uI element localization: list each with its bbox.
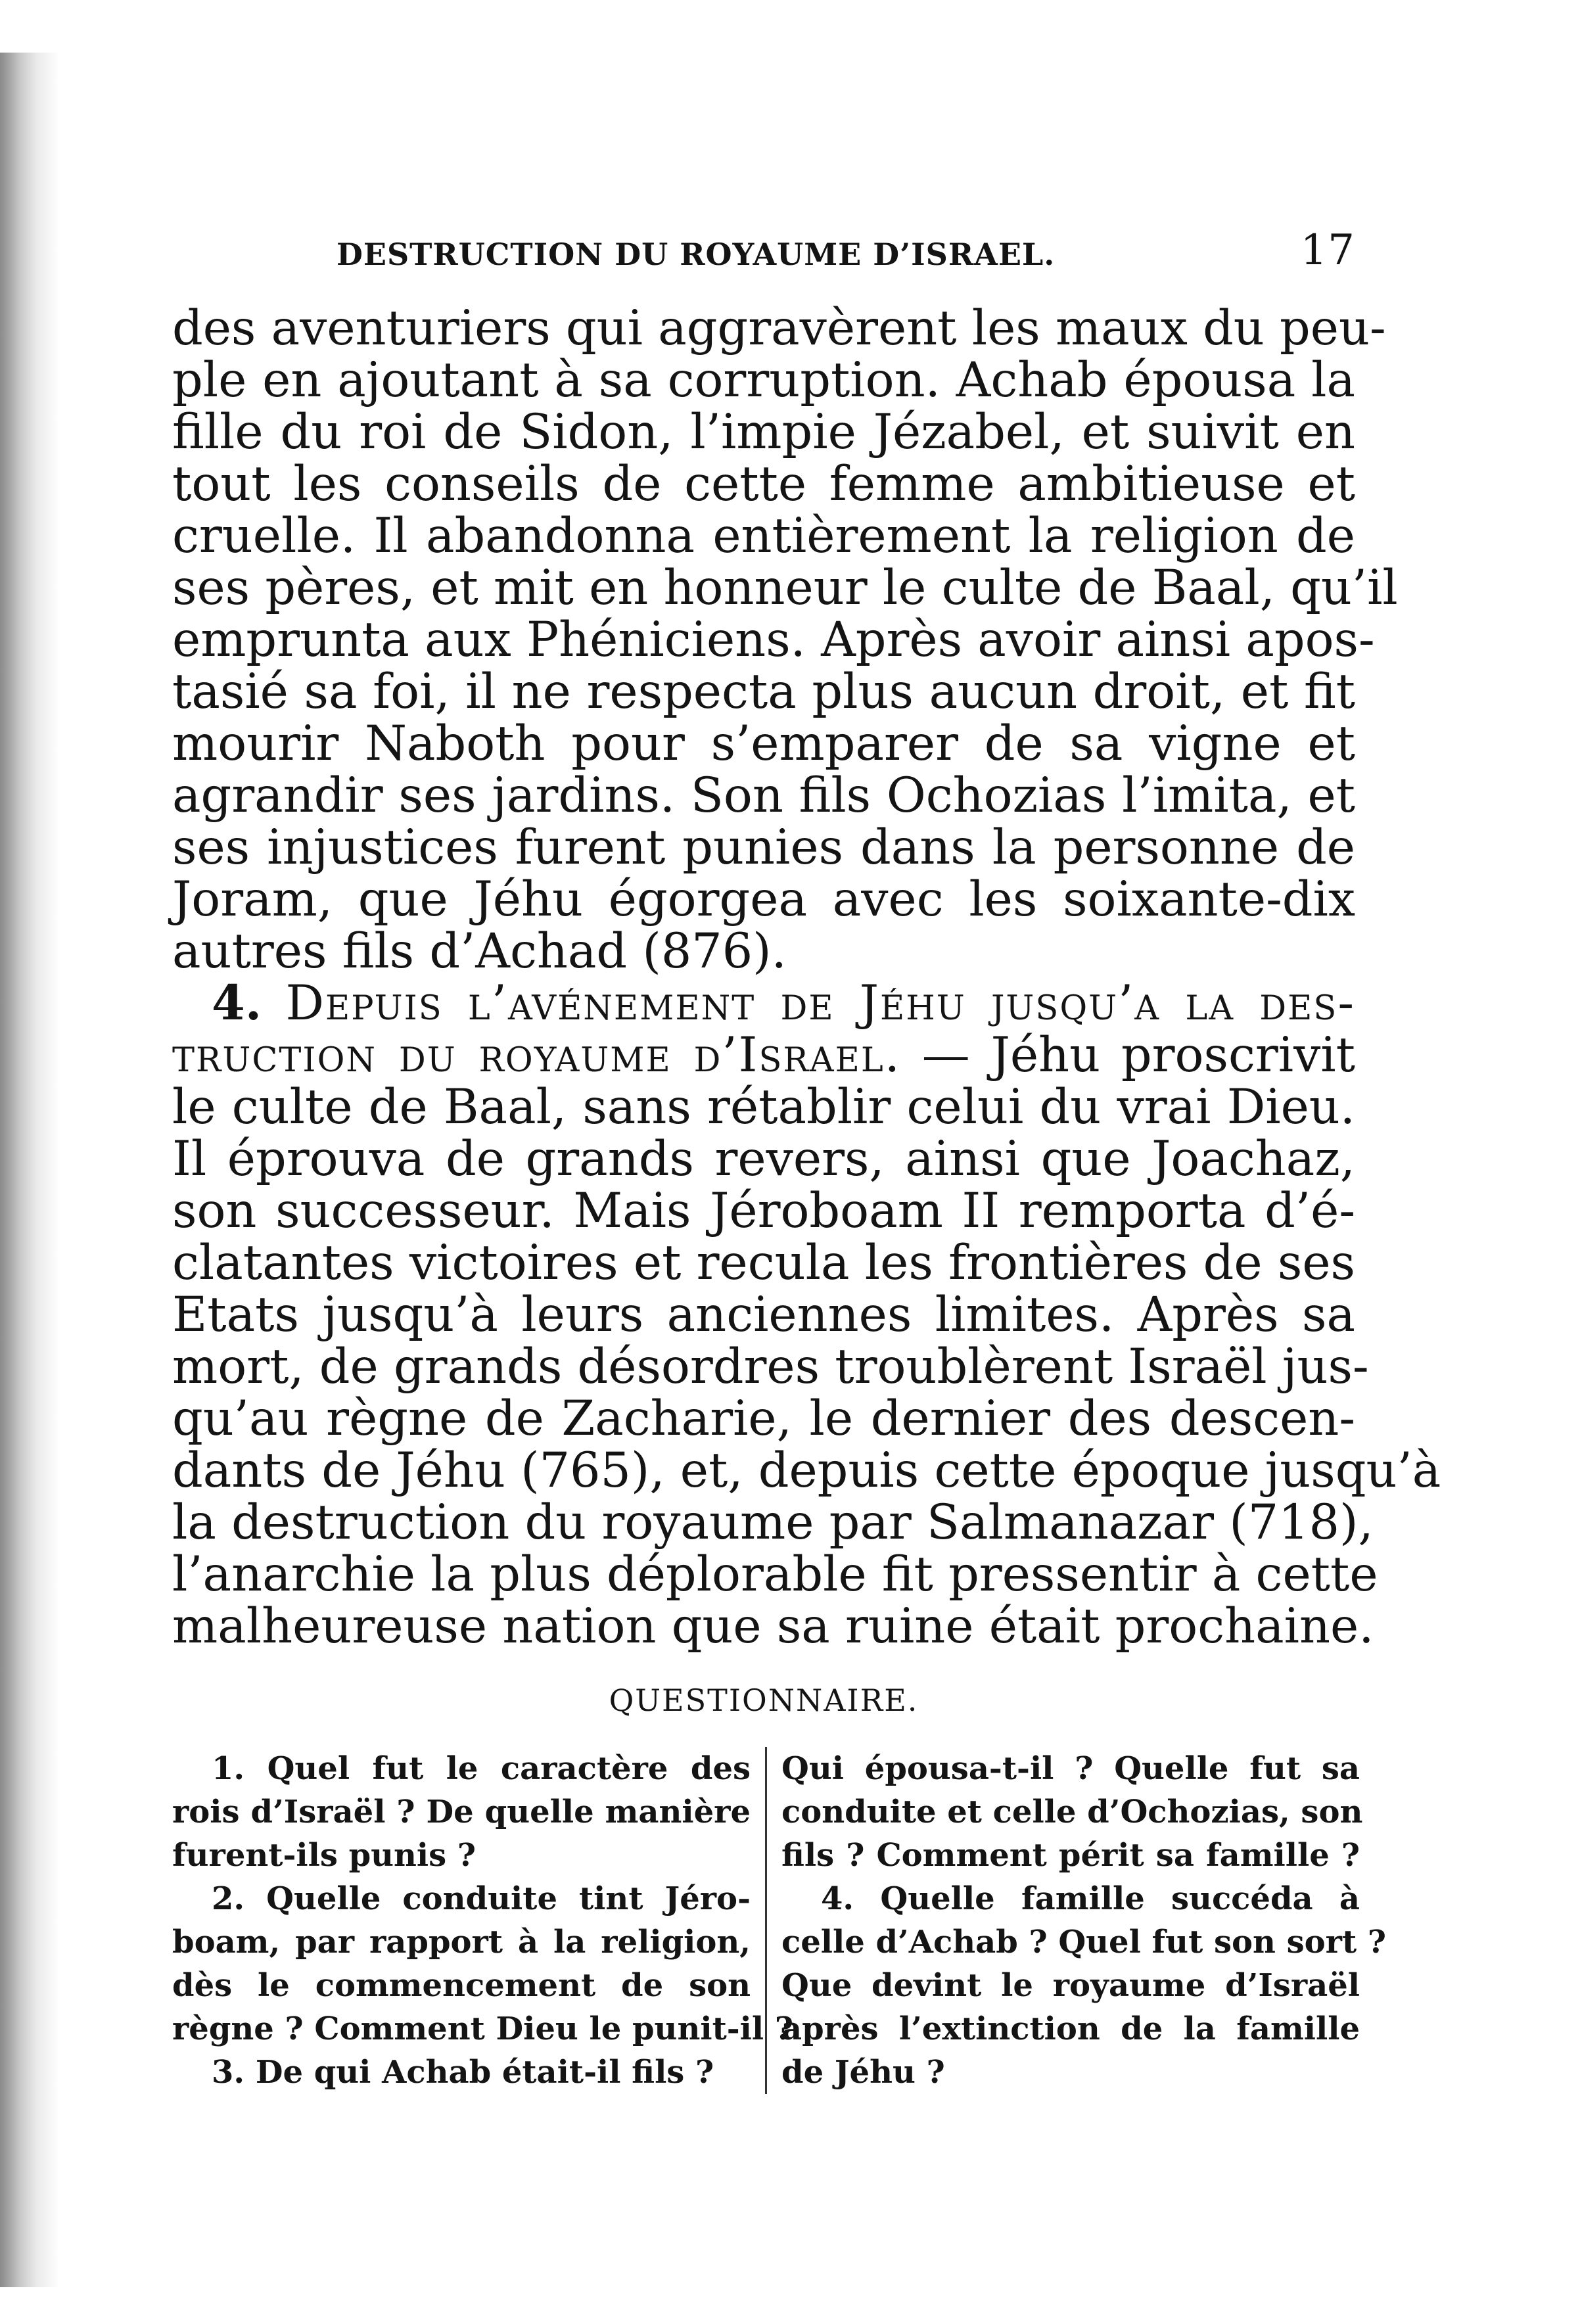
text-line: Il éprouva de grands revers, ainsi que Joachaz, [172,1131,1355,1187]
section-lead-in: — Jéhu proscrivit [921,1027,1355,1083]
question-line: dès le commencement de son [172,1967,751,2004]
text-line: ple en ajoutant à sa corruption. Achab épousa la [172,352,1355,408]
text-line: Joram, que Jéhu égorgea avec les soixante-dix [172,872,1355,927]
paragraph-section-4 [172,975,1441,1654]
text-line: qu’au règne de Zacharie, le dernier des descen- [172,1391,1355,1447]
text-line: l’anarchie la plus déplorable fit pressentir à cette [172,1546,1378,1602]
questionnaire-left-column [172,1747,793,2094]
text-line: autres fils d’Achad (876). [172,923,787,979]
body-text [172,300,1441,1654]
section-heading-line [172,1029,1355,1081]
question-line: Qui épousa-t-il ? Quelle fut sa [781,1750,1360,1787]
text-line: cruelle. Il abandonna entièrement la religion de [172,508,1355,564]
question-line: furent-ils punis ? [172,1837,476,1874]
text-line: ses pères, et mit en honneur le culte de Baal, qu’il [172,560,1398,616]
running-head-title: DESTRUCTION DU ROYAUME D’ISRAEL. [337,237,1056,272]
questionnaire-right-column [767,1747,1386,2094]
section-number: 4. [212,975,262,1031]
question-line: celle d’Achab ? Quel fut son sort ? [781,1924,1386,1961]
question-line: conduite et celle d’Ochozias, son [781,1794,1363,1830]
text-line: fille du roi de Sidon, l’impie Jézabel, et suivit en [172,404,1355,460]
question-line: 4. Quelle famille succéda à [821,1880,1360,1917]
text-line: agrandir ses jardins. Son fils Ochozias l’imita, et [172,768,1355,824]
question-line: règne ? Comment Dieu le punit-il ? [172,2010,793,2047]
text-line: des aventuriers qui aggravèrent les maux du peu- [172,300,1386,356]
section-heading-part2: truction du royaume d’Israel. [172,1027,901,1083]
questionnaire [172,1747,1386,2094]
text-line: dants de Jéhu (765), et, depuis cette époque jusqu’à [172,1443,1441,1499]
text-line: malheureuse nation que sa ruine était prochaine. [172,1598,1374,1654]
text-line: mort, de grands désordres troublèrent Israël jus- [172,1339,1369,1395]
question-line: Que devint le royaume d’Israël [781,1967,1360,2004]
running-head [172,223,1355,276]
question-line: de Jéhu ? [781,2054,945,2091]
question-line: fils ? Comment périt sa famille ? [781,1837,1360,1874]
question-line: après l’extinction de la famille [781,2010,1360,2047]
question-line: 1. Quel fut le caractère des [212,1750,751,1787]
text-line: ses injustices furent punies dans la personne de [172,820,1355,875]
question-line: 2. Quelle conduite tint Jéro- [212,1880,751,1917]
question-line: boam, par rapport à la religion, [172,1924,751,1961]
text-line: la destruction du royaume par Salmanazar (718), [172,1495,1374,1550]
section-heading-part1: Depuis l’avénement de Jéhu jusqu’a la des- [285,975,1355,1031]
question-line: 3. De qui Achab était-il fils ? [212,2054,714,2091]
text-line: le culte de Baal, sans rétablir celui du vrai Dieu. [172,1079,1355,1135]
text-line: tasié sa foi, il ne respecta plus aucun droit, et fit [172,664,1355,720]
page-number: 17 [1300,226,1355,275]
text-line: mourir Naboth pour s’emparer de sa vigne et [172,716,1355,772]
section-heading-line [172,977,1355,1029]
binding-shadow [0,53,59,2287]
question-line: rois d’Israël ? De quelle manière [172,1794,751,1830]
text-line: Etats jusqu’à leurs anciennes limites. Après sa [172,1287,1355,1343]
book-page [172,223,1441,2094]
text-line: son successeur. Mais Jéroboam II remporta d’é- [172,1183,1355,1239]
text-line: emprunta aux Phéniciens. Après avoir ainsi apos- [172,612,1375,668]
paragraph-achab [172,300,1398,979]
questionnaire-title: QUESTIONNAIRE. [609,1683,919,1718]
text-line: clatantes victoires et recula les frontières de ses [172,1235,1355,1291]
text-line: tout les conseils de cette femme ambitieuse et [172,456,1355,512]
